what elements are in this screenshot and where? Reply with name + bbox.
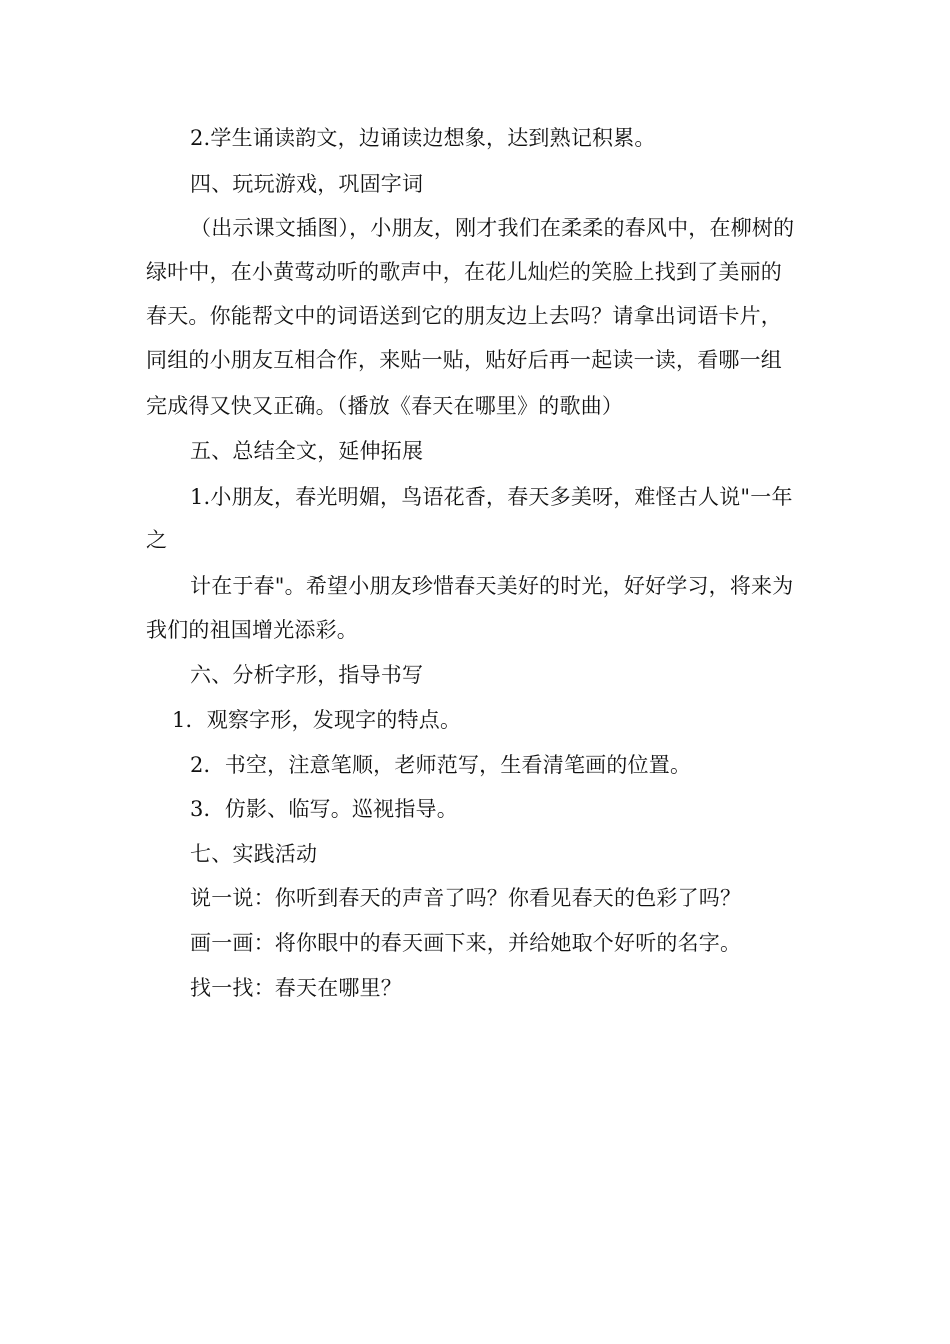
paragraph-line: 同组的小朋友互相合作，来贴一贴，贴好后再一起读一读，看哪一组	[146, 348, 782, 372]
paragraph-line: 之	[146, 528, 168, 552]
section-6-heading: 六、分析字形，指导书写	[190, 663, 424, 687]
paragraph-line: 春天。你能帮文中的词语送到它的朋友边上去吗？请拿出词语卡片，	[146, 304, 782, 328]
step-1-observe: 1．观察字形，发现字的特点。	[172, 708, 462, 732]
section-5-heading: 五、总结全文，延伸拓展	[190, 439, 424, 463]
step-3-copy: 3．仿影、临写。巡视指导。	[190, 797, 458, 821]
activity-find: 找一找：春天在哪里？	[190, 976, 402, 1000]
section-4-heading: 四、玩玩游戏，巩固字词	[190, 172, 424, 196]
section-7-heading: 七、实践活动	[190, 842, 318, 866]
paragraph-line: （出示课文插图），小朋友，刚才我们在柔柔的春风中，在柳树的	[190, 216, 795, 240]
step-2-air-writing: 2．书空，注意笔顺，老师范写，生看清笔画的位置。	[190, 753, 692, 777]
paragraph-line: 绿叶中，在小黄莺动听的歌声中，在花儿灿烂的笑脸上找到了美丽的	[146, 260, 782, 284]
step-2-recite: 2.学生诵读韵文，边诵读边想象，达到熟记积累。	[190, 126, 656, 150]
activity-speak: 说一说：你听到春天的声音了吗？你看见春天的色彩了吗？	[190, 886, 742, 910]
paragraph-line: 完成得又快又正确。（播放《春天在哪里》的歌曲）	[146, 394, 624, 418]
paragraph-line: 计在于春"。希望小朋友珍惜春天美好的时光，好好学习，将来为	[190, 574, 794, 598]
paragraph-line: 我们的祖国增光添彩。	[146, 618, 358, 642]
paragraph-line: 1.小朋友，春光明媚，鸟语花香，春天多美呀，难怪古人说"一年	[190, 485, 793, 509]
activity-draw: 画一画：将你眼中的春天画下来，并给她取个好听的名字。	[190, 931, 742, 955]
